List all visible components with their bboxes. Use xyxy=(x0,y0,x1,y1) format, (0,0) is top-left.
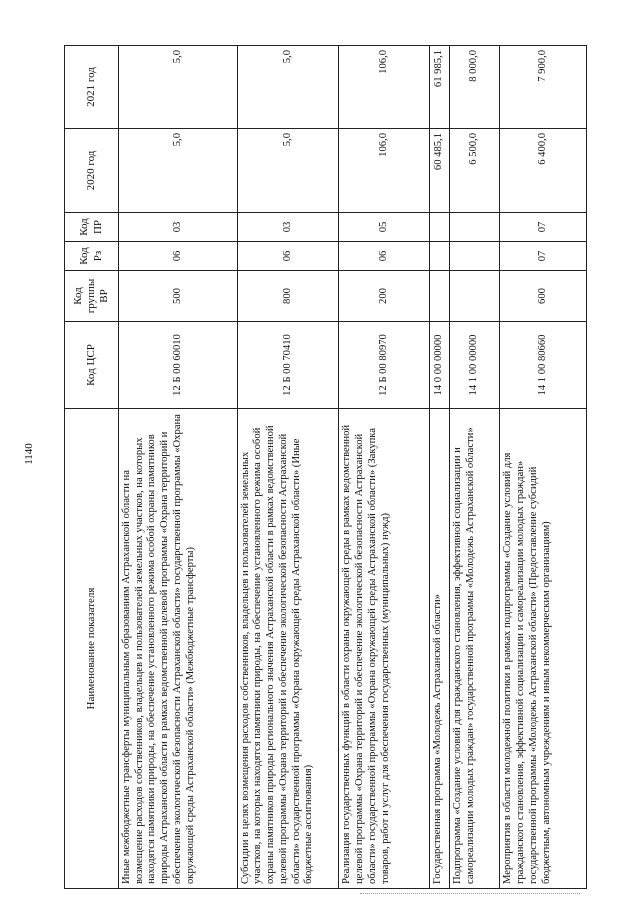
row-csr: 12 Б 00 60010 xyxy=(119,322,238,409)
row-pr: 05 xyxy=(339,213,430,242)
row-name: Подпрограмма «Создание условий для гражданского становления, эффективной социализации и самореализации молодых граждан» государственной программы «Молодежь Астраханской области» xyxy=(450,409,500,889)
row-name: Иные межбюджетные трансферты муниципальным образованиям Астраханской области на возмещение расходов собственников, владельцев и пользователей земельных участков, на которых находятся памятники природы, на обеспечение установленного режима особой охраны памятников природы Астраханской области в рамках ведомственной целевой программы «Охрана территорий и обеспечение экологической безопасности Астраханской области» государственной программы «Охрана окружающей среды Астраханской области» (Межбюджетные трансферты) xyxy=(119,409,238,889)
table-row xyxy=(500,46,587,889)
row-vr: 500 xyxy=(119,271,238,322)
row-2021: 5,0 xyxy=(119,46,238,129)
row-pr: 03 xyxy=(119,213,238,242)
row-vr xyxy=(429,271,449,322)
rotated-table-container xyxy=(64,46,587,889)
row-csr: 14 1 00 00000 xyxy=(450,322,500,409)
row-rz: 06 xyxy=(119,242,238,271)
table-row xyxy=(237,46,339,889)
row-name: Реализация государственных функций в области охраны окружающей среды в рамках ведомственной целевой программы «Охрана территорий и обеспечение экологической безопасности Астраханской области» государственной программы «Охрана окружающей среды Астраханской области» (Закупка товаров, работ и услуг для обеспечения государственных (муниципальных) нужд) xyxy=(339,409,430,889)
header-2021: 2021 год xyxy=(65,46,119,129)
row-pr xyxy=(450,213,500,242)
header-rz: Код Рз xyxy=(65,242,119,271)
row-name: Мероприятия в области молодежной политики в рамках подпрограммы «Создание условий для гражданского становления, эффективной социализации и самореализации молодых граждан» государственной программы «Молодежь Астраханской области» (Предоставление субсидий бюджетным, автономным учреждениям и иным некоммерческим организациям) xyxy=(500,409,587,889)
row-name: Государственная программа «Молодежь Астраханской области» xyxy=(429,409,449,889)
table-row xyxy=(119,46,238,889)
row-2020: 6 400,0 xyxy=(500,129,587,213)
scan-edge-mark xyxy=(360,893,580,895)
row-2020: 5,0 xyxy=(237,129,339,213)
row-vr: 600 xyxy=(500,271,587,322)
row-rz: 06 xyxy=(339,242,430,271)
table-row xyxy=(450,46,500,889)
row-pr: 07 xyxy=(500,213,587,242)
row-rz: 06 xyxy=(237,242,339,271)
row-vr: 800 xyxy=(237,271,339,322)
row-rz: 07 xyxy=(500,242,587,271)
table-row xyxy=(339,46,430,889)
row-csr: 14 0 00 00000 xyxy=(429,322,449,409)
row-2021: 8 000,0 xyxy=(450,46,500,129)
row-csr: 12 Б 00 70410 xyxy=(237,322,339,409)
row-2020: 6 500,0 xyxy=(450,129,500,213)
row-2020: 5,0 xyxy=(119,129,238,213)
header-2020: 2020 год xyxy=(65,129,119,213)
header-vr: Код группы ВР xyxy=(65,271,119,322)
header-name: Наименование показателя xyxy=(65,409,119,889)
row-vr: 200 xyxy=(339,271,430,322)
row-2021: 5,0 xyxy=(237,46,339,129)
row-name: Субсидии в целях возмещения расходов собственников, владельцев и пользователей земельных участков, на которых находятся памятники природы, на обеспечение установленного режима особой охраны памятников природы регионального значения Астраханской области в рамках ведомственной целевой программы «Охрана территорий и обеспечение экологической безопасности Астраханской области» государственной программы «Охрана окружающей среды Астраханской области» (Иные бюджетные ассигнования) xyxy=(237,409,339,889)
row-vr xyxy=(450,271,500,322)
table-row xyxy=(429,46,449,889)
row-2021: 61 985,1 xyxy=(429,46,449,129)
row-2021: 106,0 xyxy=(339,46,430,129)
row-rz xyxy=(429,242,449,271)
header-pr: Код ПР xyxy=(65,213,119,242)
row-csr: 14 1 00 80660 xyxy=(500,322,587,409)
header-row xyxy=(65,46,119,889)
row-2020: 60 485,1 xyxy=(429,129,449,213)
row-pr: 03 xyxy=(237,213,339,242)
row-rz xyxy=(450,242,500,271)
row-pr xyxy=(429,213,449,242)
budget-table xyxy=(64,45,587,889)
row-2021: 7 900,0 xyxy=(500,46,587,129)
row-2020: 106,0 xyxy=(339,129,430,213)
row-csr: 12 Б 00 80970 xyxy=(339,322,430,409)
page-number: 1140 xyxy=(22,443,35,465)
header-csr: Код ЦСР xyxy=(65,322,119,409)
